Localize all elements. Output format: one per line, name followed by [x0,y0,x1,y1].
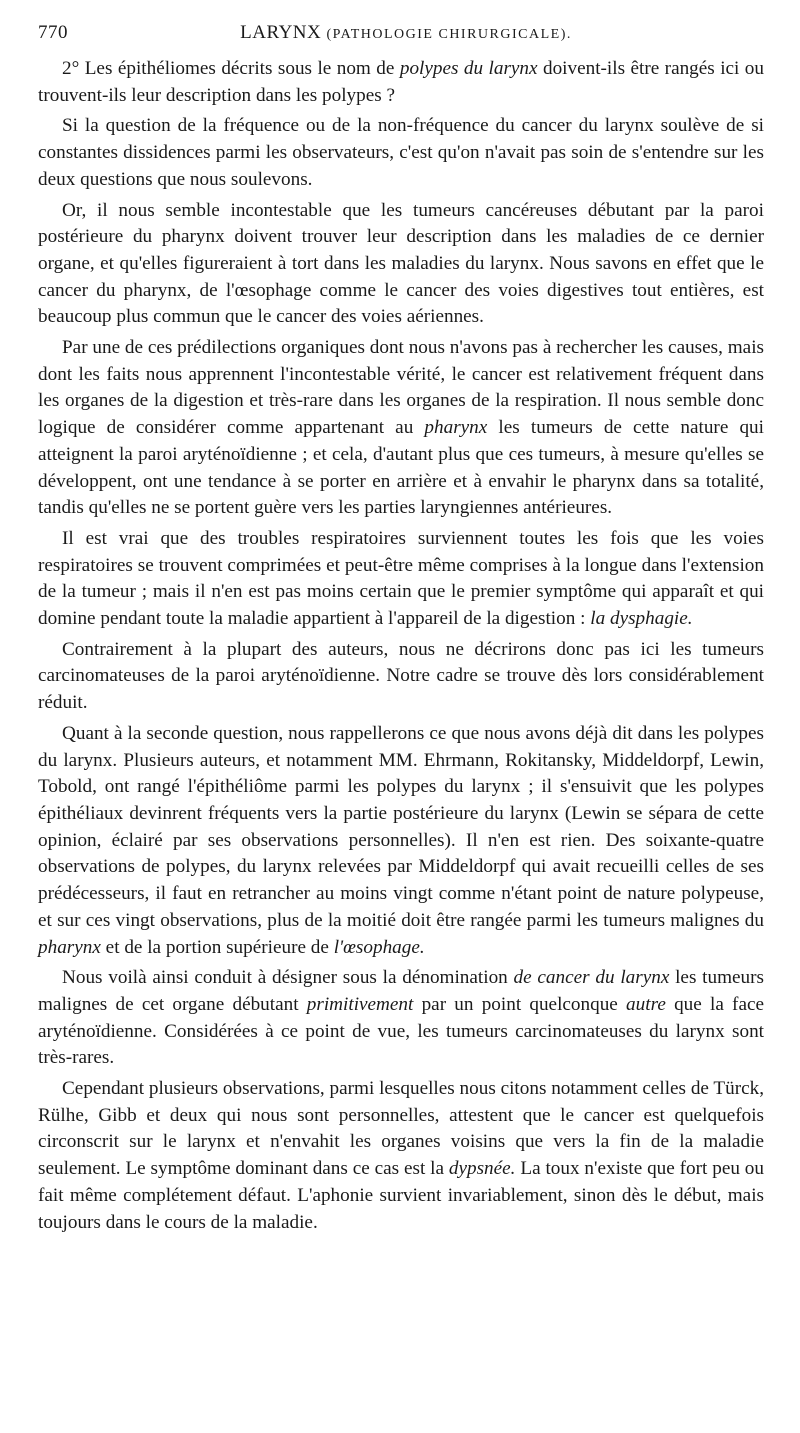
italic-text: l'œsophage. [333,936,425,958]
text-run: Quant à la seconde question, nous rappellerons ce que nous avons déjà dit dans les polypes du larynx. Plusieurs auteurs, et notamment MM. Ehrmann, Rokitansky, Middeldorpf, Lewin, Tobold, ont rangé l'épithéliôme parmi les polypes du larynx ; il s'ensuivit que les polypes épithéliaux devinrent fréquents vers la partie postérieure du larynx (Lewin se sépara de cette opinion, éclairé par ses observations personnelles). Il n'en est rien. Des soixante-quatre observations de polypes, du larynx relevées par Middeldorpf qui avait recueilli celles de ses prédécesseurs, il faut en retrancher au moins vingt comme n'étant point de nature polypeuse, et sur ces vingt observations, plus de la moitié doit être rangée parmi les tumeurs malignes du [38,722,764,931]
text-run: Si la question de la fréquence ou de la non-fréquence du cancer du larynx soulève de si constantes dissidences parmi les observateurs, c'est qu'on n'avait pas soin de s'entendre sur les deux questions que nous soulevons. [38,115,764,190]
page-number: 770 [38,22,68,43]
paragraph [38,637,764,717]
text-run: par un point quelconque [413,993,627,1015]
text-run: Il est vrai que des troubles respiratoires surviennent toutes les fois que les voies respiratoires se trouvent comprimées et peut-être même comprises à la longue dans l'extension de la tumeur ; mais il n'en est pas moins certain que le premier symptôme qui apparaît et qui domine pendant toute la maladie appartient à l'appareil de la digestion : [38,527,764,630]
text-run: Nous voilà ainsi conduit à désigner sous la dénomination [62,967,514,989]
italic-text: dypsnée. [448,1158,516,1180]
body-text [38,56,764,1236]
text-run: les tumeurs de cette nature qui atteignent la paroi aryténoïdienne ; et cela, d'autant plus que ces tumeurs, à mesure qu'elles se développent, ont une tendance à se porter en arrière et à envahir le pharynx dans sa totalité, tandis qu'elles ne se portent guère vers les parties laryngiennes antérieures. [38,417,764,519]
chapter-subtitle: (PATHOLOGIE CHIRURGICALE). [326,27,572,42]
paragraph [38,721,764,961]
italic-text: de cancer du larynx [513,967,670,989]
paragraph [38,113,764,193]
paragraph [38,56,764,109]
paragraph [38,198,764,332]
paragraph [38,1076,764,1236]
text-run: les tumeurs malignes de cet organe débutant [38,967,764,1015]
italic-text: autre [626,993,666,1015]
italic-text: pharynx [424,417,488,439]
paragraph [38,526,764,633]
text-run: La toux n'existe que fort peu ou fait même complétement défaut. L'aphonie survient invariablement, sinon dès le début, mais toujours dans le cours de la maladie. [38,1158,764,1233]
text-run: Cependant plusieurs observations, parmi lesquelles nous citons notamment celles de Türck, Rülhe, Gibb et deux qui nous sont personnelles, attestent que le cancer est quelquefois circonscrit sur le larynx et n'envahit les organes voisins que vers la fin de la maladie seulement. Le symptôme dominant dans ce cas est la [38,1078,764,1180]
paragraph [38,335,764,522]
running-header [38,22,764,56]
chapter-title: LARYNX [240,22,322,43]
text-run: 2° Les épithéliomes décrits sous le nom de [62,58,400,79]
text-run: Contrairement à la plupart des auteurs, nous ne décrirons donc pas ici les tumeurs carcinomateuses de la paroi aryténoïdienne. Notre cadre se trouve dès lors considérablement réduit. [38,638,764,714]
running-title [128,22,764,44]
paragraph [38,965,764,1072]
text-run: Or, il nous semble incontestable que les tumeurs cancéreuses débutant par la paroi postérieure du pharynx doivent trouver leur description dans les maladies de ce dernier organe, et qu'elles figureraient à tort dans les maladies du larynx. Nous savons en effet que le cancer du pharynx, de l'œsophage comme le cancer des voies digestives tout entières, est beaucoup plus commun que le cancer des voies aériennes. [38,199,764,328]
italic-text: pharynx [38,936,101,958]
text-run: que la face aryténoïdienne. Considérées à ce point de vue, les tumeurs carcinomateuses du larynx sont très-rares. [38,993,764,1069]
text-run: doivent-ils être rangés ici ou trouvent-ils leur description dans les polypes ? [38,58,764,106]
italic-text: polypes du larynx [399,58,538,79]
book-page [38,22,764,1240]
italic-text: primitivement [306,993,414,1015]
text-run: Par une de ces prédilections organiques dont nous n'avons pas à rechercher les causes, mais dont les faits nous apprennent l'incontestable vérité, le cancer est relativement fréquent dans les organes de la digestion et très-rare dans les organes de la respiration. Il nous semble donc logique de considérer comme appartenant au [38,337,764,439]
italic-text: la dysphagie. [590,608,693,630]
text-run: et de la portion supérieure de [100,936,334,958]
